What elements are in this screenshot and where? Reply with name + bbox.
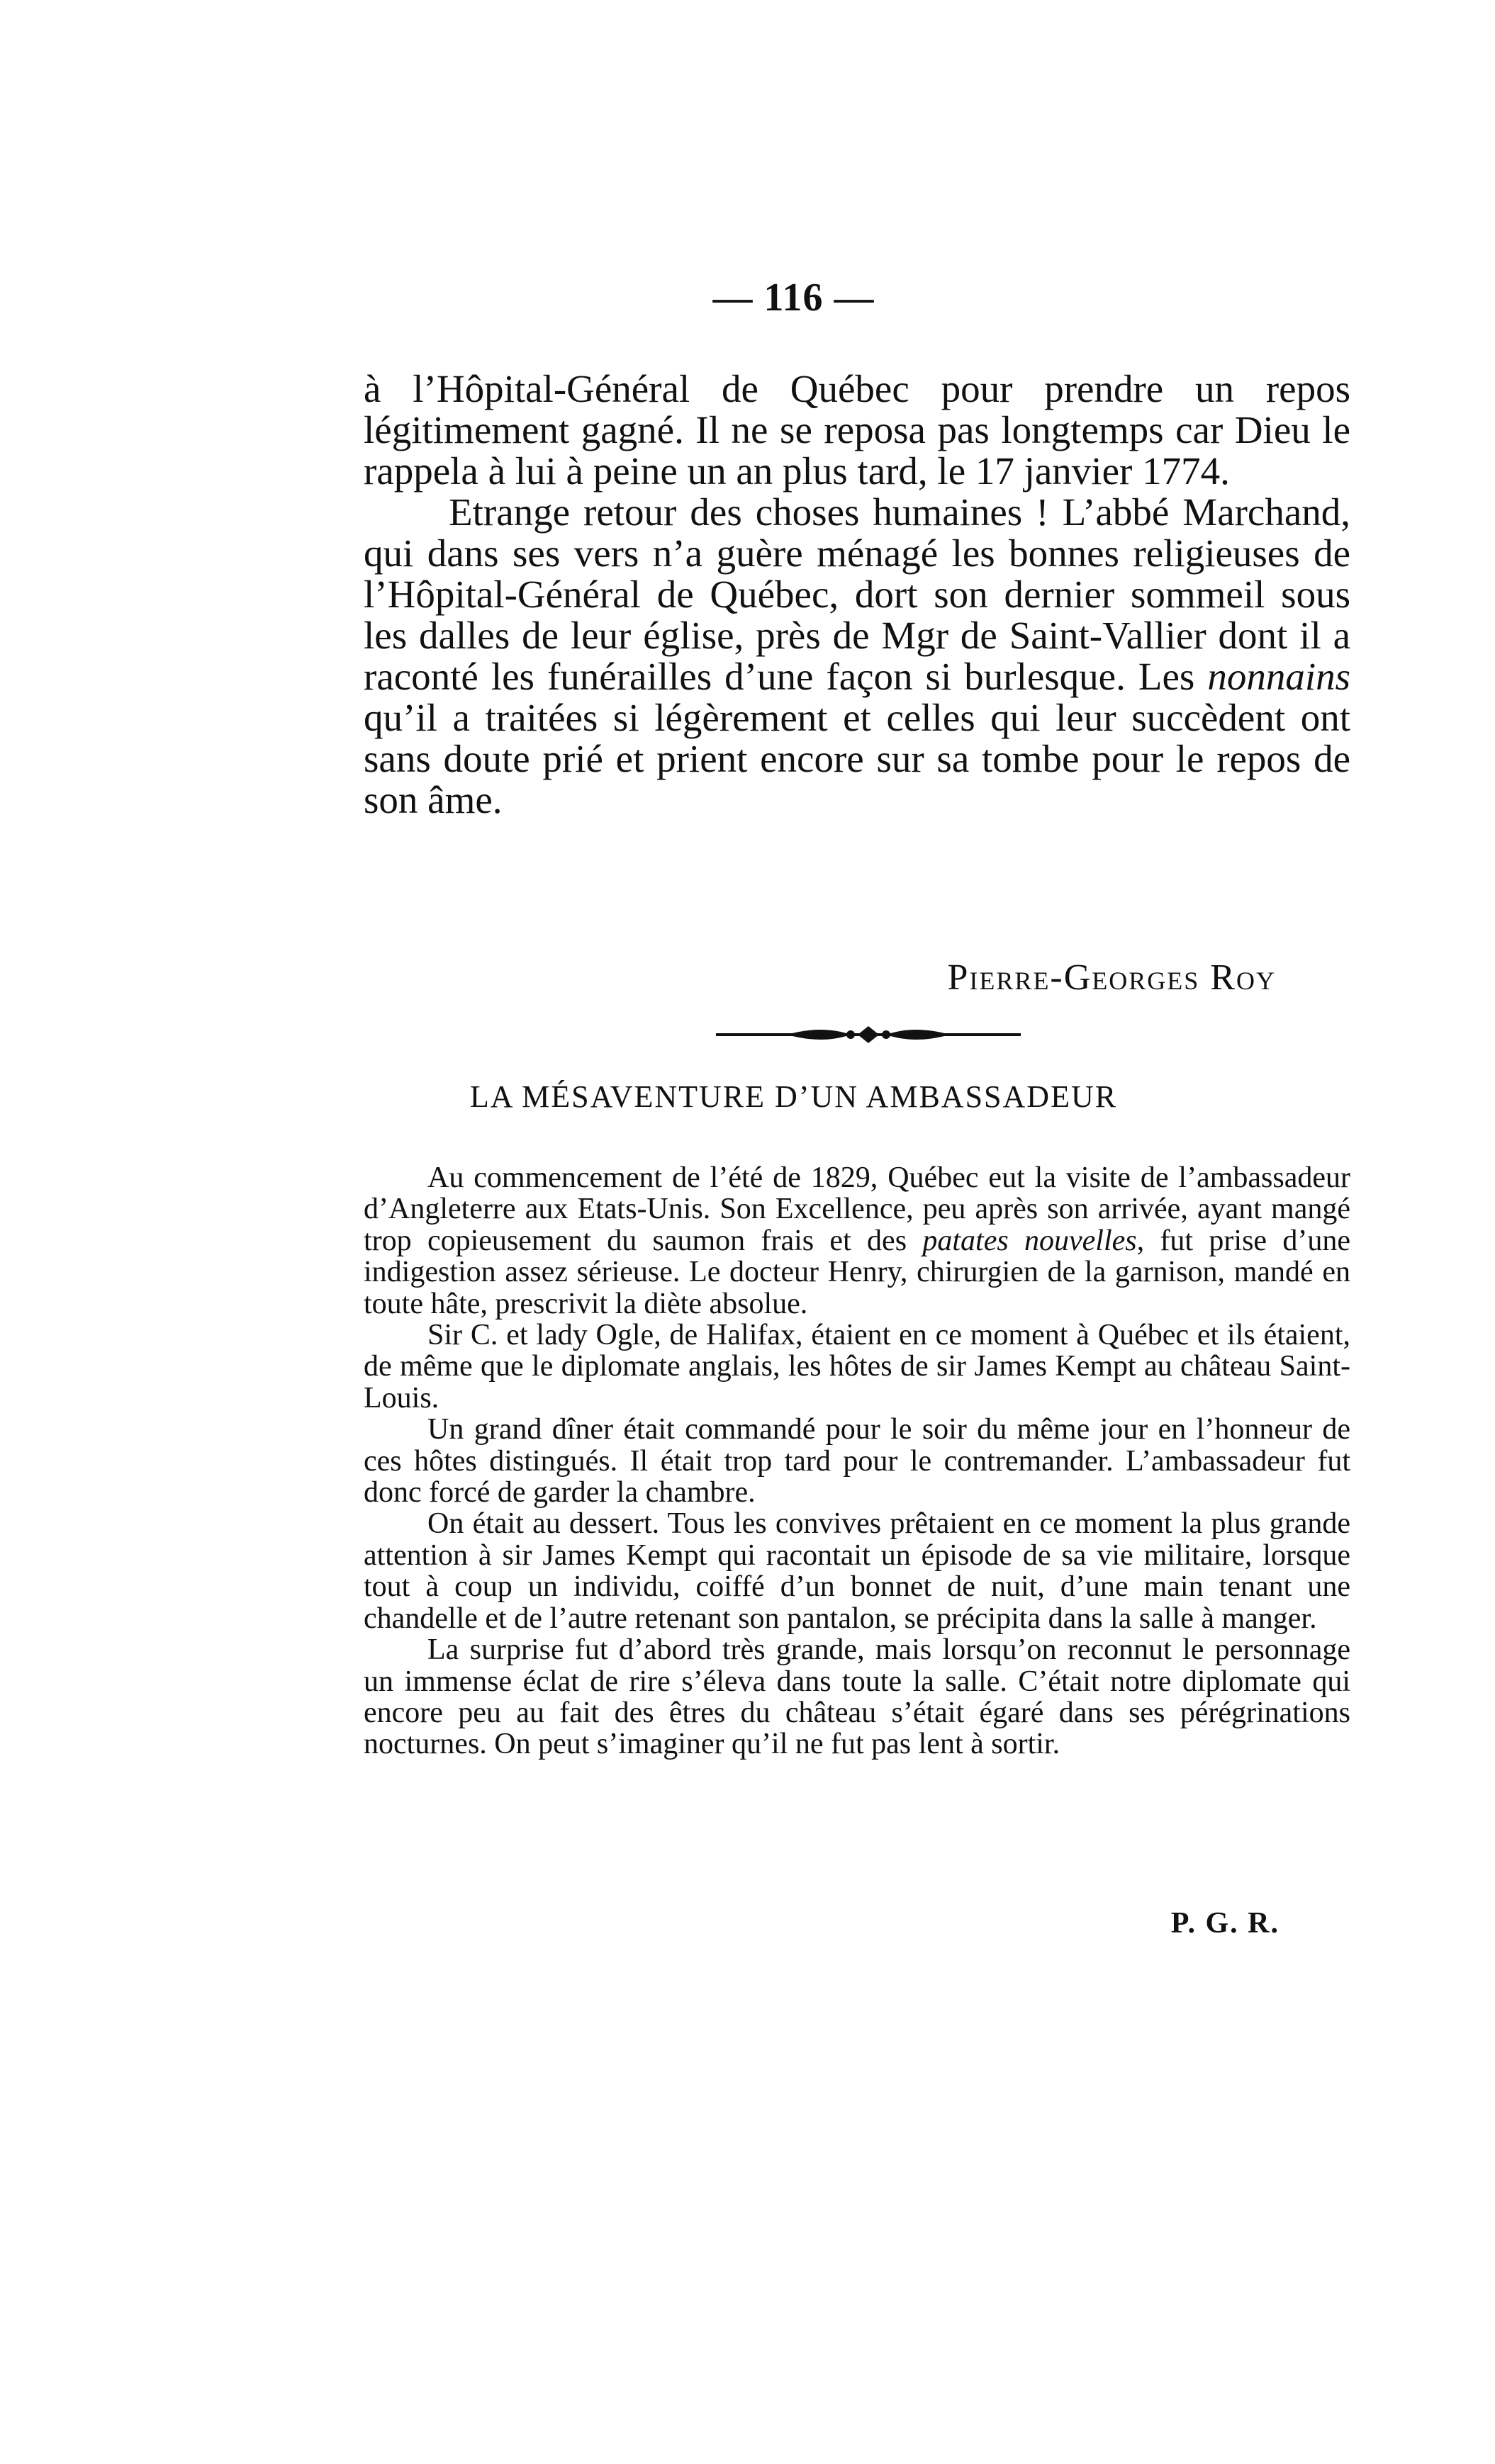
main-paragraph-1: à l’Hôpital-Général de Québec pour prendre un repos légitimement gagné. Il ne se reposa pas longtemps car Dieu le rappela à lui à peine un an plus tard, le 17 janvier 1774. [364, 367, 1350, 493]
ornament-divider [716, 1020, 1021, 1049]
article-paragraph-1-start: Au commencement de l’été de 1829, Québec eut la visite de l’ambassadeur d’Angleterre aux Etats-Unis. Son Excellence, peu après son arrivée, ayant mangé trop copieusement du saumon frais et des [364, 1161, 1350, 1257]
article-signature: P. G. R. [1170, 1907, 1280, 1940]
article-paragraph-2: Sir C. et lady Ogle, de Halifax, étaient en ce moment à Québec et ils étaient, de même que le diplomate anglais, les hôtes de sir James Kempt au château Saint-Louis. [364, 1319, 1350, 1414]
main-paragraph-2-start: Etrange retour des choses humaines ! L’abbé Marchand, qui dans ses vers n’a guère ménagé les bonnes religieuses de l’Hôpital-Général de Québec, dort son dernier sommeil sous les dalles de leur église, près de Mgr de Saint-Vallier dont il a raconté les funérailles d’une façon si burlesque. Les [364, 490, 1350, 698]
article-paragraph-1 [364, 1162, 1350, 1320]
main-text [364, 369, 1350, 821]
article-body [364, 1162, 1350, 1760]
main-paragraph-2-end: qu’il a traitées si légèrement et celles qui leur succèdent ont sans doute prié et prient encore sur sa tombe pour le repos de son âme. [364, 696, 1350, 821]
author-signature: Pierre-Georges Roy [947, 957, 1276, 998]
page-number: — 116 — [712, 276, 875, 320]
article-paragraph-1-end: fut prise d’une indigestion assez sérieuse. Le docteur Henry, chirurgien de la garnison, mandé en toute hâte, prescrivit la diète absolue. [364, 1224, 1350, 1320]
main-paragraph-2-italic: nonnains [1207, 655, 1350, 698]
article-paragraph-1-italic: patates nouvelles, [922, 1224, 1145, 1257]
main-paragraph-2 [364, 492, 1350, 821]
article-paragraph-5: La surprise fut d’abord très grande, mais lorsqu’on reconnut le personnage un immense éclat de rire s’éleva dans toute la salle. C’était notre diplomate qui encore peu au fait des êtres du château s’était égaré dans ses pérégrinations nocturnes. On peut s’imaginer qu’il ne fut pas lent à sortir. [364, 1633, 1350, 1761]
article-paragraph-3: Un grand dîner était commandé pour le soir du même jour en l’honneur de ces hôtes distingués. Il était trop tard pour le contremander. L’ambassadeur fut donc forcé de garder la chambre. [364, 1413, 1350, 1509]
article-paragraph-4: On était au dessert. Tous les convives prêtaient en ce moment la plus grande attention à sir James Kempt qui racontait un épisode de sa vie militaire, lorsque tout à coup un individu, coiffé d’un bonnet de nuit, d’une main tenant une chandelle et de l’autre retenant son pantalon, se précipita dans la salle à manger. [364, 1507, 1350, 1635]
article-title: LA MÉSAVENTURE D’UN AMBASSADEUR [469, 1079, 1118, 1114]
